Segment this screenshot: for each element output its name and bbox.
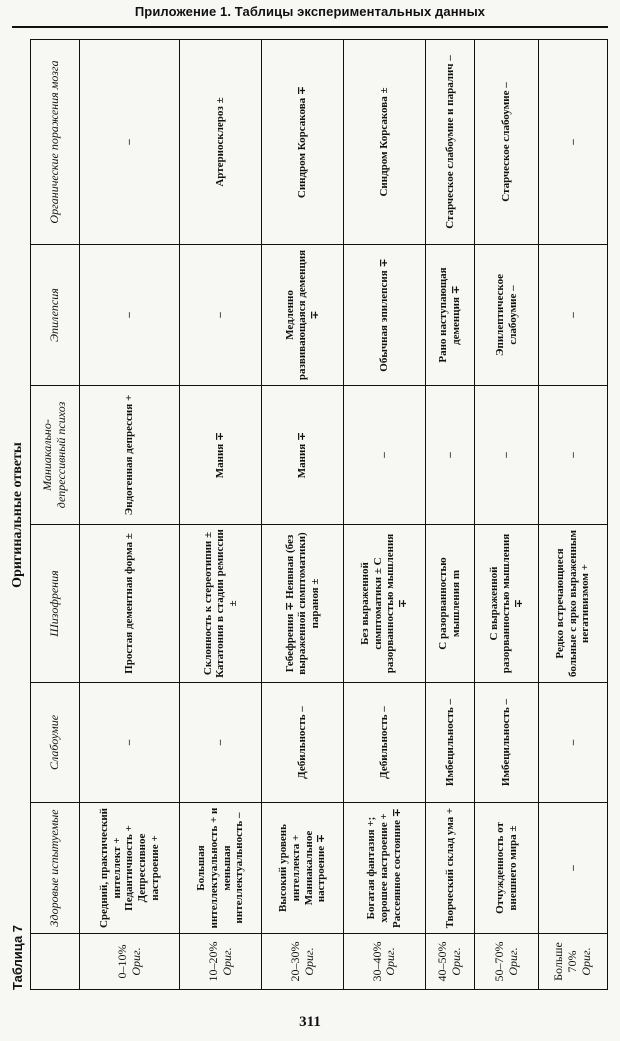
table-cell: Синдром Корсакова ∓ [262, 40, 344, 245]
row-header: 50–70% Ориг. [475, 934, 539, 990]
table-cell: – [343, 386, 425, 525]
table-cell: Синдром Корсакова ± [343, 40, 425, 245]
table-row [180, 40, 262, 990]
row-header: Больше 70% Ориг. [539, 934, 608, 990]
table-cell: – [80, 245, 180, 386]
column-header: Маниакально-депрессивный психоз [31, 386, 80, 525]
row-header: 40–50% Ориг. [425, 934, 474, 990]
table-cell: Богатая фантазия +; хорошее настроение + Рассеянное состояние ∓ [343, 803, 425, 934]
table-row [262, 40, 344, 990]
row-header: 0–10% Ориг. [80, 934, 180, 990]
column-header: Слабоумие [31, 683, 80, 803]
table-label: Таблица 7 [10, 924, 25, 990]
table-cell: – [180, 245, 262, 386]
table-cell: – [475, 386, 539, 525]
table-cell: Старческое слабоумие – [475, 40, 539, 245]
row-header: 30–40% Ориг. [343, 934, 425, 990]
table-header-row [31, 40, 80, 990]
column-header [31, 934, 80, 990]
table-row [425, 40, 474, 990]
table-caption: Оригинальные ответы [10, 442, 25, 588]
table-cell: – [539, 245, 608, 386]
table-cell: Имбецильность – [475, 683, 539, 803]
column-header: Шизофрения [31, 525, 80, 683]
table-cell: Эндогенная депрессия + [80, 386, 180, 525]
table-cell: Старческое слабоумие и паралич – [425, 40, 474, 245]
table-cell: С выраженной разорванностью мышления ∓ [475, 525, 539, 683]
column-header: Органические поражения мозга [31, 40, 80, 245]
table-cell: Склонность к стереотипии ± Кататония в стадии ремиссии ± [180, 525, 262, 683]
table-cell: – [425, 386, 474, 525]
table-cell: Гебефрения ∓ Неявная (без выраженной симптоматики) параноя ± [262, 525, 344, 683]
table-cell: Средний, практический интеллект + Педантичность + Депрессивное настроение + [80, 803, 180, 934]
table-cell: Творческий склад ума + [425, 803, 474, 934]
header-rule [12, 26, 608, 28]
table-cell: Редко встречающиеся больные с ярко выраженным негативизмом + [539, 525, 608, 683]
table-cell: – [539, 803, 608, 934]
table-cell: Дебильность – [262, 683, 344, 803]
row-header: 10–20% Ориг. [180, 934, 262, 990]
table-cell: Отчужденность от внешнего мира ± [475, 803, 539, 934]
table-cell: Обычная эпилепсия ∓ [343, 245, 425, 386]
table-cell: Без выраженной симптоматики ± С разорванностью мышления ∓ [343, 525, 425, 683]
table-cell: С разорванностью мышления m [425, 525, 474, 683]
table-cell: – [80, 40, 180, 245]
table-cell: – [180, 683, 262, 803]
table-cell: Эпилептическое слабоумие – [475, 245, 539, 386]
table-cell: Медленно развивающаяся деменция ∓ [262, 245, 344, 386]
table-cell: Простая дементная форма ± [80, 525, 180, 683]
table-cell: Большая интеллектуальность + и меньшая интеллектуальность – [180, 803, 262, 934]
table-cell: Имбецильность – [425, 683, 474, 803]
row-header: 20–30% Ориг. [262, 934, 344, 990]
table-cell: Дебильность – [343, 683, 425, 803]
table-cell: – [80, 683, 180, 803]
table-row [475, 40, 539, 990]
table-cell: – [539, 386, 608, 525]
table-cell: Артериосклероз ± [180, 40, 262, 245]
table-row [539, 40, 608, 990]
rotated-table-block [10, 40, 608, 990]
column-header: Здоровые испытуемые [31, 803, 80, 934]
column-header: Эпилепсия [31, 245, 80, 386]
table-cell: Высокий уровень интеллекта + Маниакальное настроение ∓ [262, 803, 344, 934]
results-table [30, 39, 608, 990]
running-head: Приложение 1. Таблицы экспериментальных данных [134, 4, 486, 19]
table-row [80, 40, 180, 990]
table-cell: – [539, 40, 608, 245]
table-cell: Рано наступающая деменция ∓ [425, 245, 474, 386]
table-cell: Мания ∓ [180, 386, 262, 525]
table-row [343, 40, 425, 990]
table-cell: Мания ∓ [262, 386, 344, 525]
table-cell: – [539, 683, 608, 803]
page-number: 311 [299, 1014, 321, 1030]
